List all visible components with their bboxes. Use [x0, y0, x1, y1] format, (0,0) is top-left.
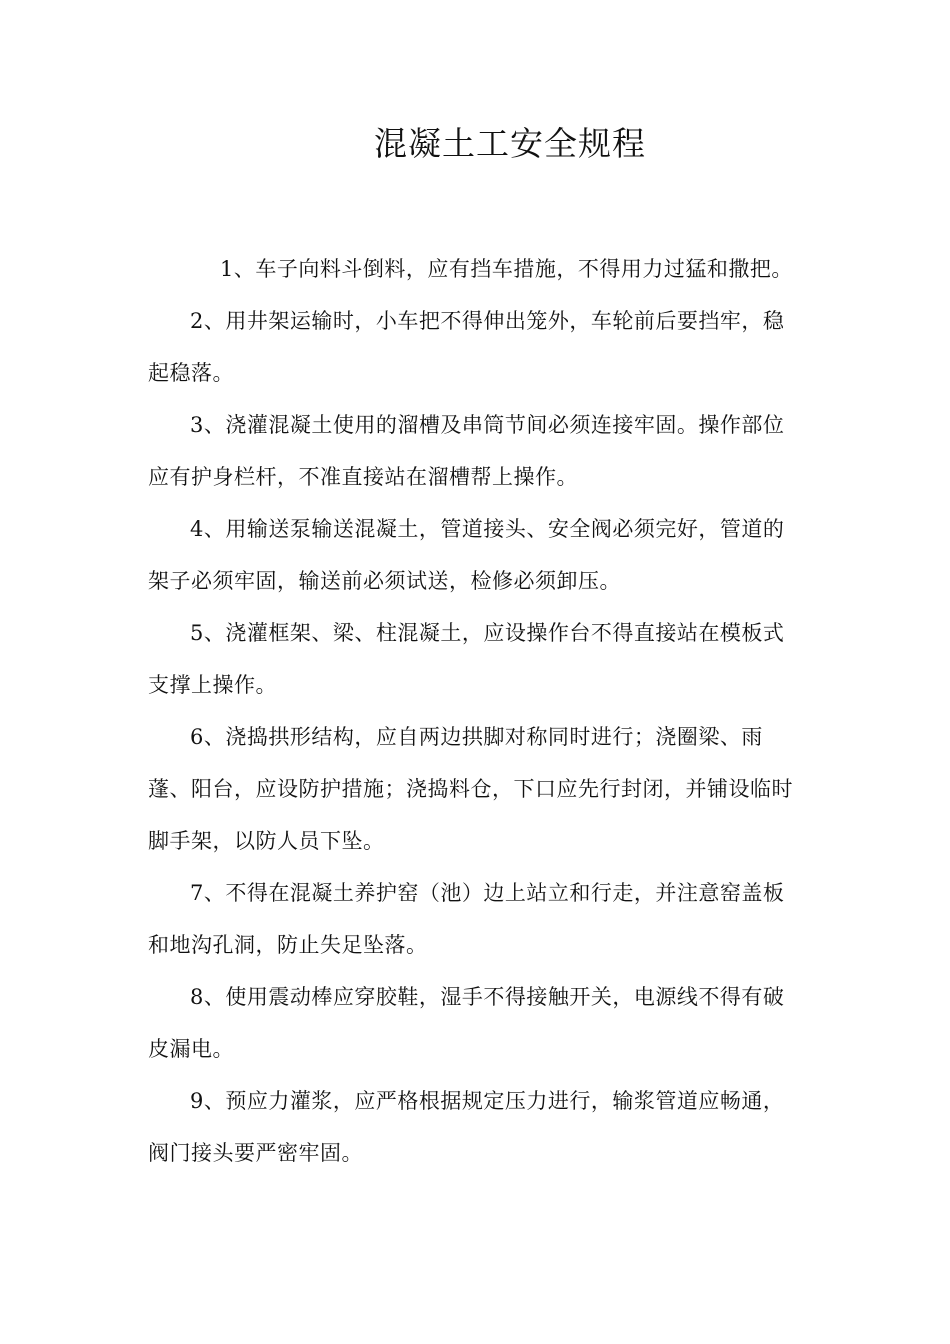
- paragraph-1: 1、车子向料斗倒料，应有挡车措施，不得用力过猛和撒把。: [220, 257, 793, 281]
- paragraph-5: 5、浇灌框架、梁、柱混凝土，应设操作台不得直接站在模板式支撑上操作。: [148, 621, 785, 697]
- document-title: 混凝土工安全规程: [374, 124, 646, 163]
- paragraph-4: 4、用输送泵输送混凝土，管道接头、安全阀必须完好，管道的架子必须牢固，输送前必须试送，检修必须卸压。: [148, 517, 785, 593]
- paragraph-3: 3、浇灌混凝土使用的溜槽及串筒节间必须连接牢固。操作部位应有护身栏杆，不准直接站在溜槽帮上操作。: [148, 413, 785, 489]
- paragraph-2: 2、用井架运输时，小车把不得伸出笼外，车轮前后要挡牢，稳起稳落。: [148, 309, 785, 385]
- paragraph-7: 7、不得在混凝土养护窑（池）边上站立和行走，并注意窑盖板和地沟孔洞，防止失足坠落。: [148, 881, 785, 957]
- paragraph-6: 6、浇捣拱形结构，应自两边拱脚对称同时进行；浇圈梁、雨蓬、阳台，应设防护措施；浇捣料仓，下口应先行封闭，并铺设临时脚手架，以防人员下坠。: [148, 725, 793, 853]
- paragraph-8: 8、使用震动棒应穿胶鞋，湿手不得接触开关，电源线不得有破皮漏电。: [148, 985, 785, 1061]
- document-body: [148, 243, 798, 1179]
- paragraph-9: 9、预应力灌浆，应严格根据规定压力进行，输浆管道应畅通，阀门接头要严密牢固。: [148, 1089, 785, 1165]
